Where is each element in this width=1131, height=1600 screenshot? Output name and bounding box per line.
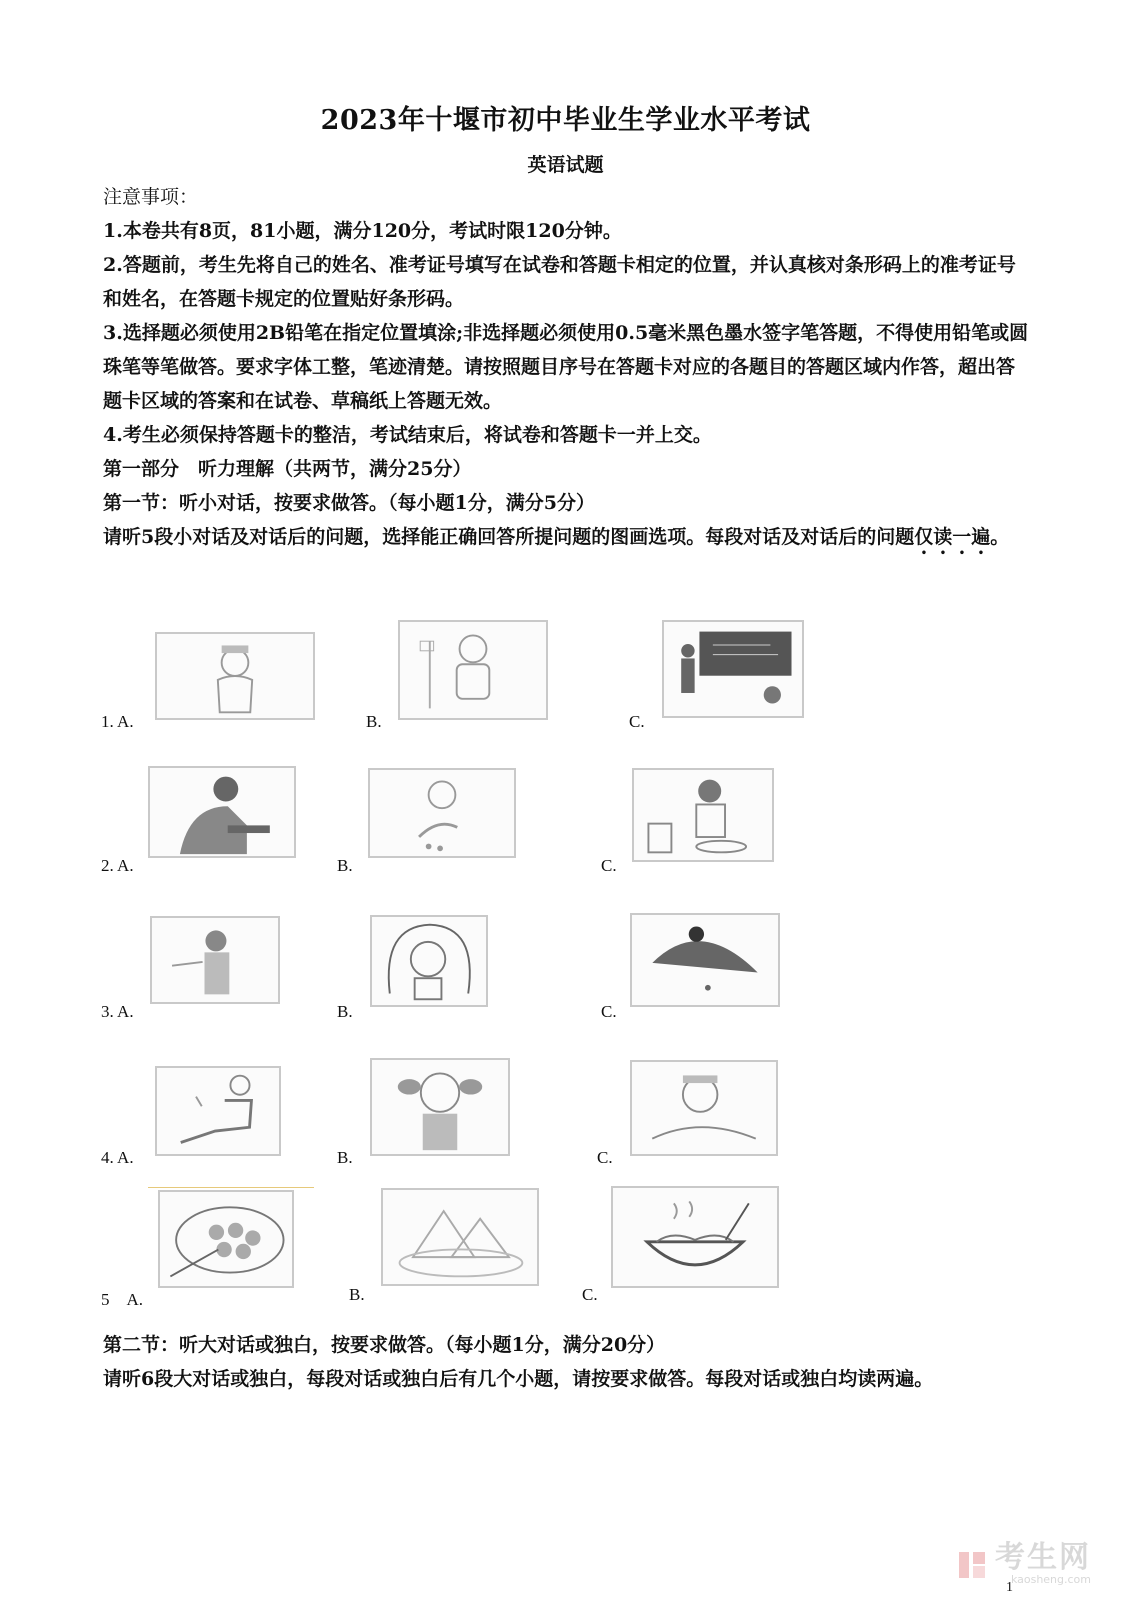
q5-option-b-label: B. bbox=[349, 1285, 365, 1304]
q4-option-b-label: B. bbox=[337, 1148, 353, 1167]
site-logo bbox=[957, 1540, 1091, 1586]
q1-option-b-label: B. bbox=[366, 712, 382, 731]
q5-option-a-label: 5 A. bbox=[101, 1290, 144, 1309]
note-item: 3.选择题必须使用2B铅笔在指定位置填涂;非选择题必须使用0.5毫米黑色墨水签字笔答题，不得使用铅笔或圆珠笔等笔做答。要求字体工整，笔迹清楚。请按照题目序号在答题卡对应的各题目的答题区域内作答，超出答题卡区域的答案和在试卷、草稿纸上答题无效。 bbox=[103, 322, 1029, 412]
q5-option-c-label: C. bbox=[582, 1285, 598, 1304]
page-number: 1 bbox=[1006, 1580, 1013, 1595]
logo-text: 考生网 bbox=[995, 1540, 1091, 1575]
person-umbrella-icon[interactable] bbox=[630, 913, 780, 1007]
scan-rule bbox=[148, 1187, 314, 1188]
astronaut-icon[interactable] bbox=[398, 620, 548, 720]
q2-option-a-label: 2. A. bbox=[101, 856, 134, 875]
note-item: 1.本卷共有8页，81小题，满分120分，考试时限120分钟。 bbox=[103, 220, 622, 242]
exam-title: 2023年十堰市初中毕业生学业水平考试 bbox=[320, 105, 811, 136]
teacher-blackboard-icon[interactable] bbox=[662, 620, 804, 718]
boy-writing-icon[interactable] bbox=[148, 766, 296, 858]
man-reading-icon[interactable] bbox=[150, 916, 280, 1004]
instruction-end: 。 bbox=[990, 526, 1010, 548]
q3-option-c-label: C. bbox=[601, 1002, 617, 1021]
section2-instruction: 请听6段大对话或独白，每段对话或独白后有几个小题，请按要求做答。每段对话或独白均读两遍。 bbox=[103, 1368, 934, 1390]
q2-option-c-label: C. bbox=[601, 856, 617, 875]
police-officer-icon[interactable] bbox=[155, 632, 315, 720]
zongzi-icon[interactable] bbox=[381, 1188, 539, 1286]
boy-cooking-icon[interactable] bbox=[632, 768, 774, 862]
notes-heading: 注意事项： bbox=[103, 186, 199, 208]
section2-block bbox=[103, 1328, 1033, 1396]
exam-subtitle: 英语试题 bbox=[527, 154, 604, 176]
dumplings-icon[interactable] bbox=[158, 1190, 294, 1288]
q1-option-a-label: 1. A. bbox=[101, 712, 134, 731]
section1-instruction bbox=[103, 520, 1033, 559]
q1-option-c-label: C. bbox=[629, 712, 645, 731]
section1-heading: 第一节：听小对话，按要求做答。（每小题1分，满分5分） bbox=[103, 492, 595, 514]
girl-hurt-leg-icon[interactable] bbox=[155, 1066, 281, 1156]
notes-block bbox=[103, 180, 1033, 559]
boy-playing-icon[interactable] bbox=[368, 768, 516, 858]
q4-option-c-label: C. bbox=[597, 1148, 613, 1167]
instruction-emphasis: 仅读一遍 bbox=[914, 526, 991, 548]
girl-stomachache-icon[interactable] bbox=[370, 1058, 510, 1156]
instruction-text: 请听5段小对话及对话后的问题，选择能正确回答所提问题的图画选项。每段对话及对话后的问题 bbox=[103, 526, 915, 548]
girl-jump-rope-icon[interactable] bbox=[370, 915, 488, 1007]
section2-heading: 第二节：听大对话或独白，按要求做答。（每小题1分，满分20分） bbox=[103, 1334, 666, 1356]
q3-option-a-label: 3. A. bbox=[101, 1002, 134, 1021]
part1-heading: 第一部分 听力理解（共两节，满分25分） bbox=[103, 458, 472, 480]
logo-mark-icon bbox=[957, 1550, 987, 1580]
logo-subtext: kaosheng.com bbox=[1010, 1573, 1091, 1586]
girl-fever-icon[interactable] bbox=[630, 1060, 778, 1156]
q4-option-a-label: 4. A. bbox=[101, 1148, 134, 1167]
q2-option-b-label: B. bbox=[337, 856, 353, 875]
note-item: 2.答题前，考生先将自己的姓名、准考证号填写在试卷和答题卡相定的位置，并认真核对条形码上的准考证号和姓名，在答题卡规定的位置贴好条形码。 bbox=[103, 254, 1016, 310]
noodles-icon[interactable] bbox=[611, 1186, 779, 1288]
note-item: 4.考生必须保持答题卡的整洁，考试结束后，将试卷和答题卡一并上交。 bbox=[103, 424, 712, 446]
q3-option-b-label: B. bbox=[337, 1002, 353, 1021]
